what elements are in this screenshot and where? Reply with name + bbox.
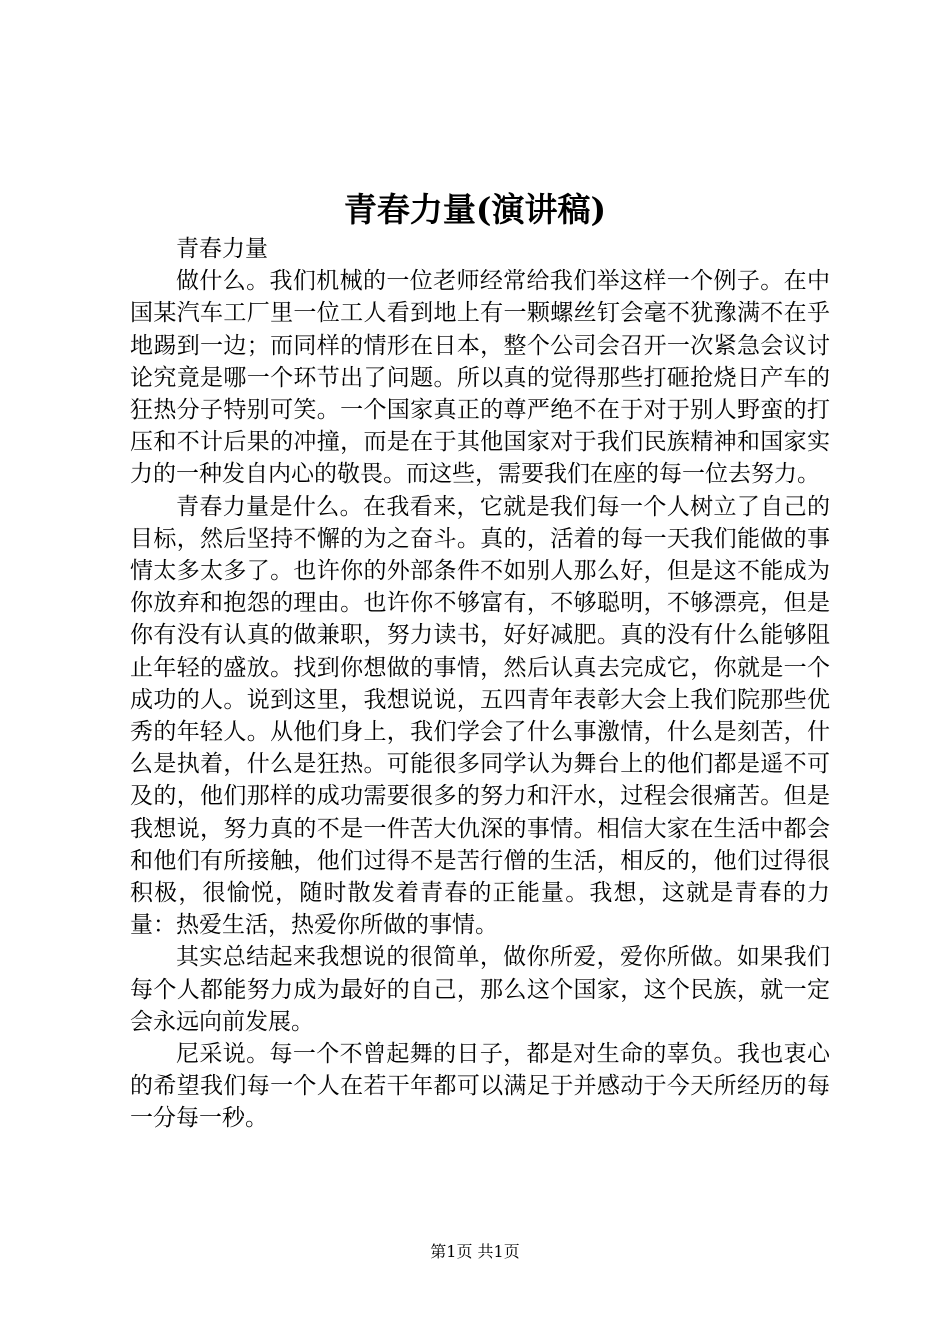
- paragraph: 青春力量是什么。在我看来，它就是我们每一个人树立了自己的目标，然后坚持不懈的为之奋斗。真的，活着的每一天我们能做的事情太多太多了。也许你的外部条件不如别人那么好，但是这不能成为你放弃和抱怨的理由。也许你不够富有，不够聪明，不够漂亮，但是你有没有认真的做兼职，努力读书，好好减肥。真的没有什么能够阻止年轻的盛放。找到你想做的事情，然后认真去完成它，你就是一个成功的人。说到这里，我想说说，五四青年表彰大会上我们院那些优秀的年轻人。从他们身上，我们学会了什么事激情，什么是刻苦，什么是执着，什么是狂热。可能很多同学认为舞台上的他们都是遥不可及的，他们那样的成功需要很多的努力和汗水，过程会很痛苦。但是我想说，努力真的不是一件苦大仇深的事情。相信大家在生活中都会和他们有所接触，他们过得不是苦行僧的生活，相反的，他们过得很积极，很愉悦，随时散发着青春的正能量。我想，这就是青春的力量：热爱生活，热爱你所做的事情。: [130, 493, 830, 939]
- page-footer: 第1页 共1页: [430, 1242, 520, 1261]
- paragraph: 其实总结起来我想说的很简单，做你所爱，爱你所做。如果我们每个人都能努力成为最好的自己，那么这个国家，这个民族，就一定会永远向前发展。: [130, 944, 830, 1035]
- paragraph: 做什么。我们机械的一位老师经常给我们举这样一个例子。在中国某汽车工厂里一位工人看到地上有一颗螺丝钉会毫不犹豫满不在乎地踢到一边；而同样的情形在日本，整个公司会召开一次紧急会议讨论究竟是哪一个环节出了问题。所以真的觉得那些打砸抢烧日产车的狂热分子特别可笑。一个国家真正的尊严绝不在于对于别人野蛮的打压和不计后果的冲撞，而是在于其他国家对于我们民族精神和国家实力的一种发自内心的敬畏。而这些，需要我们在座的每一位去努力。: [130, 268, 830, 488]
- paragraph: 尼采说。每一个不曾起舞的日子，都是对生命的辜负。我也衷心的希望我们每一个人在若干年都可以满足于并感动于今天所经历的每一分每一秒。: [130, 1041, 830, 1132]
- document-title: 青春力量(演讲稿): [343, 190, 607, 229]
- document-body: [130, 233, 830, 1135]
- paragraph-heading: 青春力量: [176, 236, 268, 262]
